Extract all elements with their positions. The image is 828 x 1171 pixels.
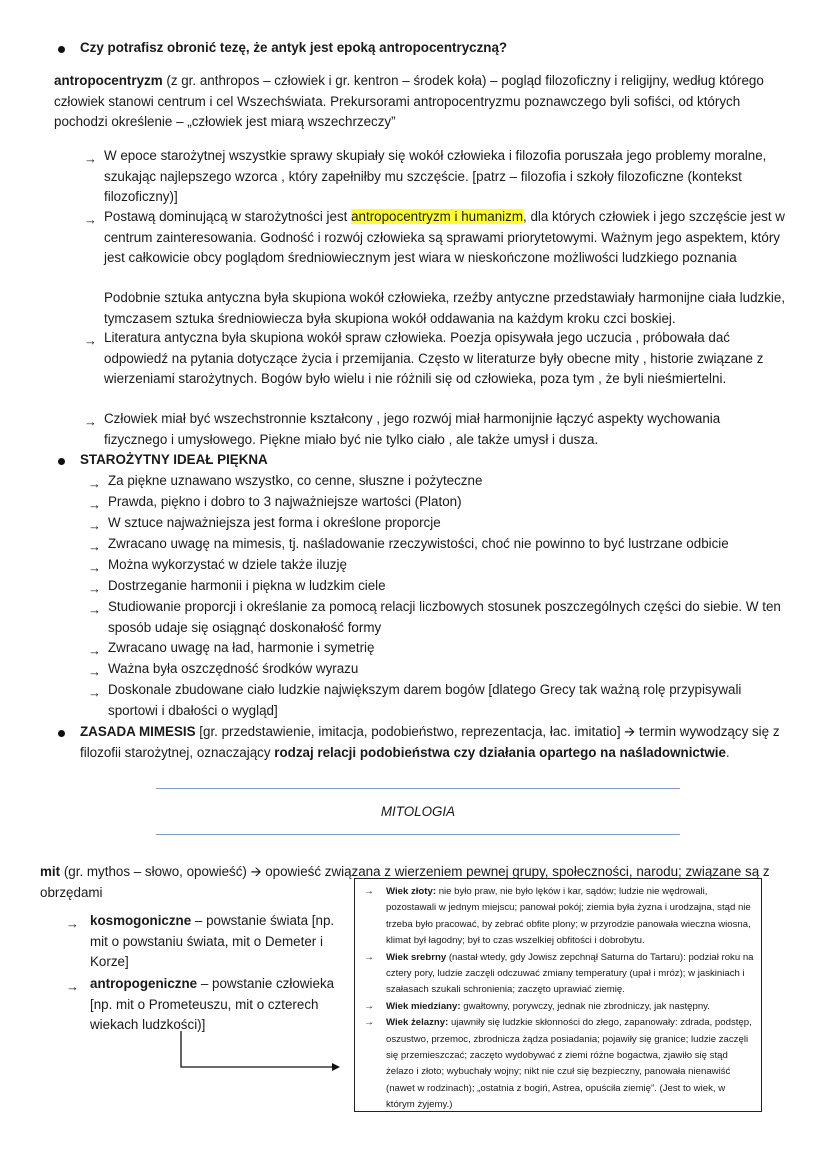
age-item: → Wiek żelazny: ujawniły się ludzkie skłonności do złego, zapanowały: zdrada, podstęp, oszustwo, przemoc, zbrodnicza żądza posiadania; pojawiły się granice; ludzie zaczęli się przemieszczać; zaczęto wydobywać z ziemi różne bogactwa, zjawiło się stąd żelazo i złoto; wybuchały wojny; nikt nie czuł się bezpieczny, panowała nienawiść (nawet w rodzinach); „ostatnia z bogiń, Astrea, opuściła ziemię”. (Jest to wiek, w którym żyjemy.) [364, 1017, 752, 1111]
arrow-icon: → [364, 886, 374, 897]
arrow-icon: → [66, 916, 79, 931]
mit-term: mit [40, 864, 61, 879]
age-item: → Wiek złoty: nie było praw, nie było lęków i kar, sądów; ludzie nie wędrowali, pozostawali w jednym miejscu; panował pokój; ziemia była żyzna i urodzajna, stąd nie trzeba było pracować, by zebrać obfite plony; w przyrodzie panowała wieczna wiosna, klimat był łagodny; był to czas wszelkiej obfitości i dobrobytu. [364, 886, 751, 947]
ideal-item: Prawda, piękno i dobro to 3 najważniejsze wartości (Platon) [108, 494, 462, 509]
mimesis-term: ZASADA MIMESIS [80, 724, 196, 739]
ages-box [354, 878, 762, 1112]
arrow-icon: → [88, 602, 101, 617]
arrow-icon: → [88, 497, 101, 512]
arrow-icon: → [364, 951, 374, 963]
definition-term: antropocentryzm [54, 73, 163, 88]
arrow-icon: → [88, 476, 101, 491]
definition-text: (z gr. anthropos – człowiek i gr. kentron – środek koła) – pogląd filozoficzny i religijny, według którego człowiek stanowi centrum i cel Wszechświata. Prekursorami antropocentryzmu poznawczego byli sofiści, od których pochodzi określenie – „człowiek jest miarą wszechrzeczy” [54, 73, 764, 129]
arrow-icon: → [88, 643, 101, 658]
divider [156, 788, 680, 789]
arrow-icon: → [84, 151, 97, 166]
arrow-icon: → [364, 1000, 374, 1012]
ideal-item: Dostrzeganie harmonii i piękna w ludzkim ciele [108, 578, 386, 593]
ideal-item: Studiowanie proporcji i określanie za pomocą relacji liczbowych stosunek poszczególnych części do siebie. W ten sposób udaje się osiągnąć doskonałość formy [108, 599, 781, 635]
arrow-icon: → [88, 560, 101, 575]
arrow-icon: 🡪 [624, 724, 636, 739]
arrow-icon: → [84, 212, 97, 227]
arrow-icon: → [364, 1017, 374, 1029]
argument-2-art: Podobnie sztuka antyczna była skupiona wokół człowieka, rzeźby antyczne przedstawiały harmonijne ciała ludzkie, tymczasem sztuka średniowiecza była skupiona wokół oddawania na każdym kroku czci boskiej. [104, 290, 786, 326]
ideal-item: Za piękne uznawano wszystko, co cenne, słuszne i pożyteczne [108, 473, 483, 488]
question: Czy potrafisz obronić tezę, że antyk jest epoką antropocentryczną? [80, 40, 508, 55]
bullet-icon [58, 46, 65, 53]
mit-definition: mit (gr. mythos – słowo, opowieść) 🡪 opowieść związana z wierzeniem pewnej grupy, społeczności, narodu; związane są z obrzędami [40, 864, 770, 900]
bullet-icon [58, 458, 65, 465]
ideal-item: Zwracano uwagę na ład, harmonie i symetrię [108, 640, 375, 655]
ideal-item: Można wykorzystać w dziele także iluzję [108, 557, 347, 572]
ideal-item: W sztuce najważniejsza jest forma i określone proporcje [108, 515, 441, 530]
bullet-icon [58, 730, 65, 737]
arrow-icon: → [84, 333, 97, 348]
argument-1: W epoce starożytnej wszystkie sprawy skupiały się wokół człowieka i filozofia poruszała jego problemy moralne, szukając najlepszego wzorca , który zapełniłby mu szczęście. [patrz – filozofia i szkoły filozoficzne (kontekst filozoficzny)] [104, 148, 767, 204]
section-title: MITOLOGIA [380, 804, 456, 819]
myth-type: antropogeniczne – powstanie człowieka [np. mit o Prometeuszu, mit o czterech wiekach ludzkości)] [90, 976, 335, 1032]
arrow-icon: → [88, 539, 101, 554]
arrow-icon: → [88, 685, 101, 700]
ideal-item: Doskonale zbudowane ciało ludzkie największym darem bogów [dlatego Grecy tak ważną rolę przypisywali sportowi i dbałości o wygląd] [108, 682, 742, 718]
ideal-item: Zwracano uwagę na mimesis, tj. naśladowanie rzeczywistości, choć nie powinno to być lustrzane odbicie [108, 536, 729, 551]
arrow-icon: → [88, 581, 101, 596]
arrow-icon: → [88, 664, 101, 679]
arrow-icon: → [84, 414, 97, 429]
argument-3: Literatura antyczna była skupiona wokół spraw człowieka. Poezja opisywała jego uczucia , próbowała dać odpowiedź na pytania dotyczące życia i przemijania. Często w literaturze były obecne mity , historie związane z wierzeniami starożytnych. Bogów było wielu i nie różnili się od człowieka, poza tym , że byli nieśmiertelni. [104, 330, 764, 386]
definition-paragraph [54, 71, 782, 133]
highlight: antropocentryzm i humanizm [351, 209, 524, 224]
age-item: → Wiek miedziany: gwałtowny, porywczy, jednak nie zbrodniczy, jak następny. [386, 999, 755, 1015]
argument-2: Postawą dominującą w starożytności jest antropocentryzm i humanizm, dla których człowiek i jego szczęście jest w centrum zainteresowania. Godność i rozwój człowieka są sprawami priorytetowymi. Ważnym jego aspektem, który jest całkowicie obcy poglądom średniowiecznym jest wiara w nieskończone możliwości ludzkiego poznania [104, 209, 785, 265]
ideal-item: Ważna była oszczędność środków wyrazu [108, 661, 359, 676]
arrow-icon: 🡪 [250, 864, 262, 879]
argument-4: Człowiek miał być wszechstronnie kształcony , jego rozwój miał harmonijnie łączyć aspekty wychowania fizycznego i umysłowego. Piękne miało być nie tylko ciało , ale także umysł i dusza. [104, 411, 721, 447]
arrow-icon: → [66, 979, 79, 994]
age-item: → Wiek srebrny (nastał wtedy, gdy Jowisz zepchnął Saturna do Tartaru): podział roku na cztery pory, ludzie zaczęli odczuwać zmiany temperatury (upał i mróz); w jaskiniach i szałasach szukali schronienia; zaczęto uprawiać ziemię. [364, 951, 754, 996]
ideal-heading: STAROŻYTNY IDEAŁ PIĘKNA [80, 452, 268, 467]
divider [156, 834, 680, 835]
connector-arrow-icon [176, 1030, 346, 1078]
arrow-icon: → [88, 518, 101, 533]
mimesis-paragraph: ZASADA MIMESIS [gr. przedstawienie, imitacja, podobieństwo, reprezentacja, łac. imitatio] 🡪 termin wywodzący się z filozofii starożytnej, oznaczający rodzaj relacji podobieństwa czy działania opartego na naśladownictwie. [80, 724, 780, 760]
myth-type: kosmogoniczne – powstanie świata [np. mit o powstaniu świata, mit o Demeter i Korze] [90, 913, 335, 969]
